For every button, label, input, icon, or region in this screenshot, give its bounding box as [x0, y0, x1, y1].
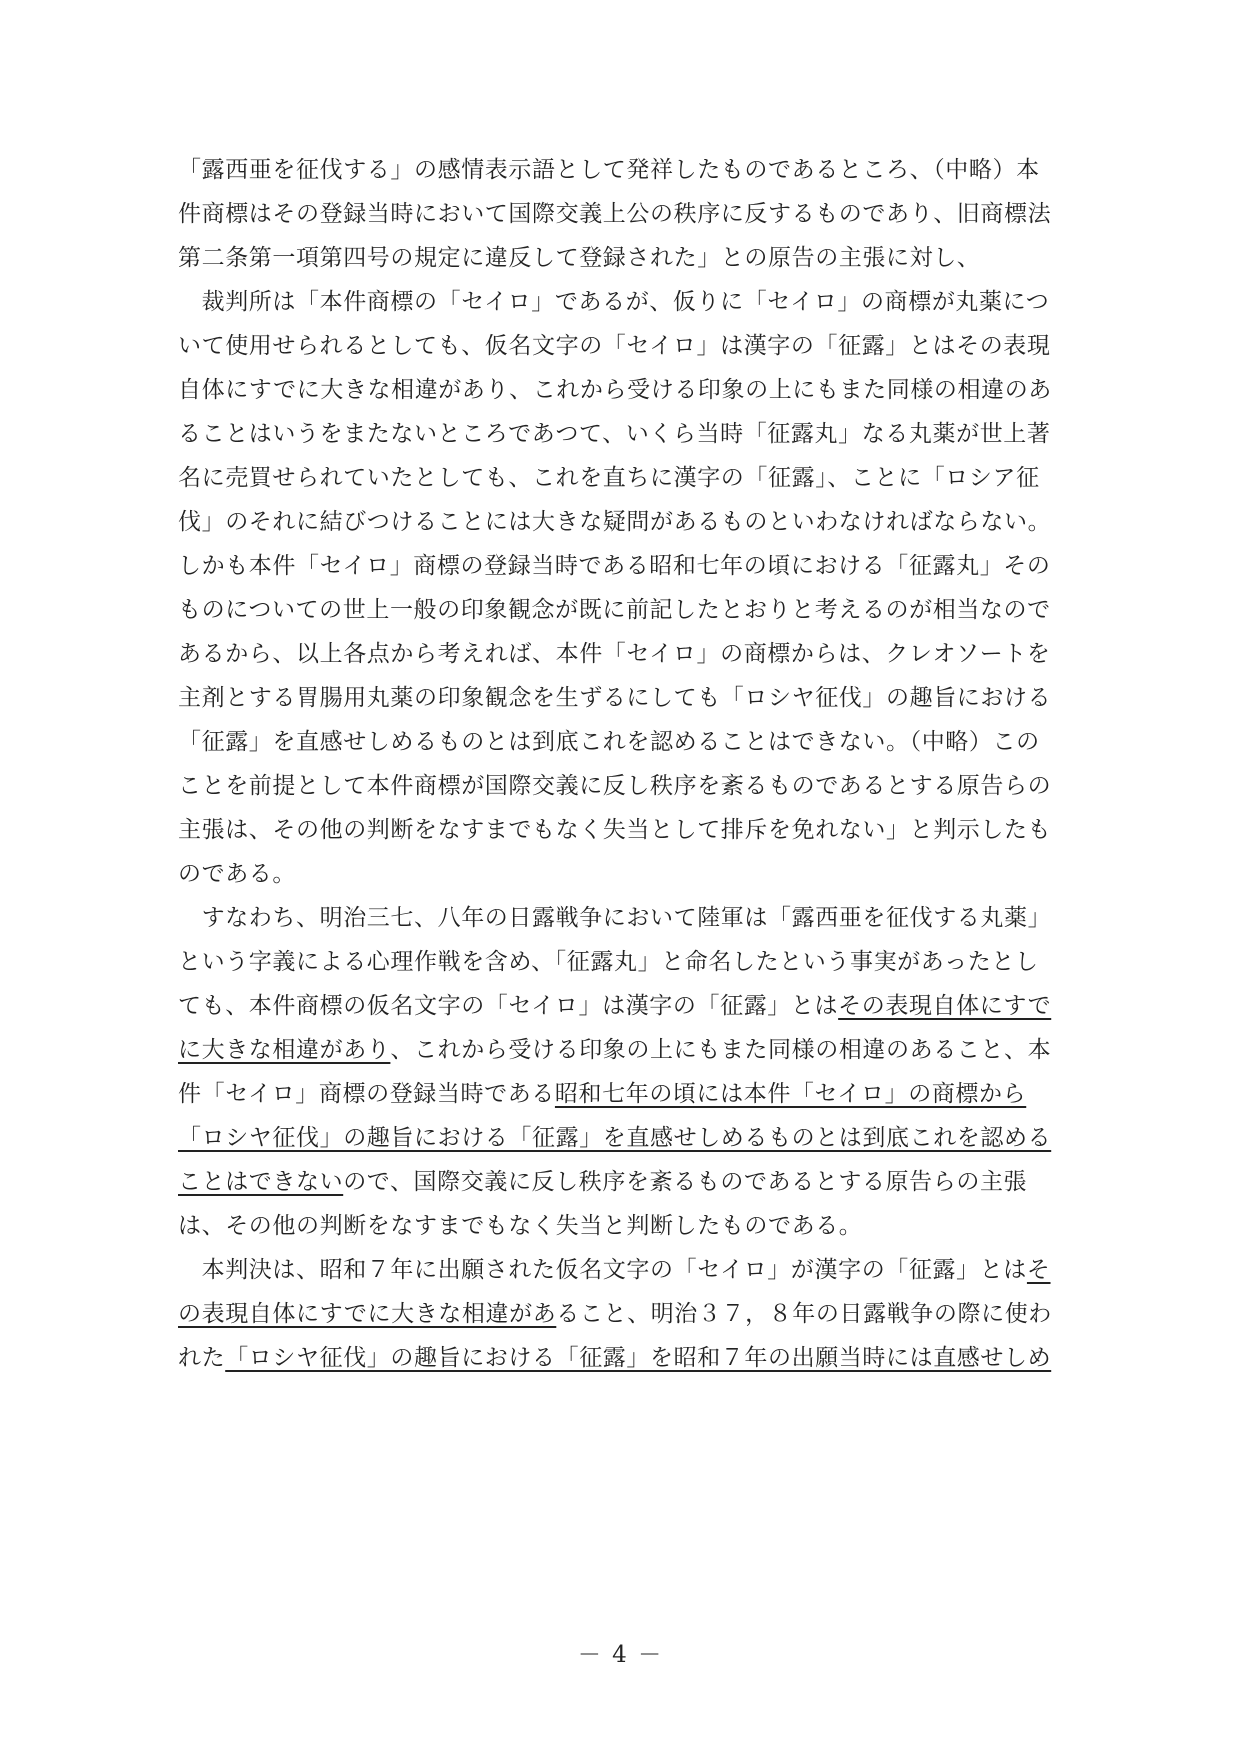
text-segment: 名に売買せられていたとしても、これを直ちに漢字の「征露」、ことに「ロシア征 — [178, 465, 1040, 491]
text-line — [178, 947, 1098, 977]
text-segment: 伐」のそれに結びつけることには大きな疑問があるものといわなければならない。 — [178, 509, 1052, 535]
text-segment: ることはいうをまたないところであつて、いくら当時「征露丸」なる丸薬が世上著 — [178, 421, 1051, 447]
text-line — [178, 771, 1098, 801]
text-segment: ので、国際交義に反し秩序を紊るものであるとする原告らの主張 — [343, 1169, 1028, 1195]
underlined-segment: ことはできない — [178, 1169, 344, 1195]
text-segment: 裁判所は「本件商標の「セイロ」であるが、仮りに「セイロ」の商標が丸薬につ — [178, 289, 1050, 315]
text-line — [178, 683, 1098, 713]
text-line — [178, 1123, 1098, 1153]
text-line — [178, 991, 1098, 1021]
text-segment: という字義による心理作戦を含め、「征露丸」と命名したという事実があったとし — [178, 949, 1039, 975]
text-line — [178, 155, 1098, 185]
text-line — [178, 1255, 1098, 1285]
text-line — [178, 595, 1098, 625]
text-line — [178, 419, 1098, 449]
text-line — [178, 1035, 1098, 1065]
text-segment: 、これから受ける印象の上にもまた同様の相違のあること、本 — [390, 1037, 1052, 1063]
text-line — [178, 1167, 1098, 1197]
text-line — [178, 243, 1098, 273]
text-segment: 第二条第一項第四号の規定に違反して登録された」との原告の主張に対し、 — [178, 245, 981, 271]
text-line — [178, 815, 1098, 845]
text-segment: 主剤とする胃腸用丸薬の印象観念を生ずるにしても「ロシヤ征伐」の趣旨における — [178, 685, 1052, 711]
text-line — [178, 1299, 1098, 1329]
text-line — [178, 507, 1098, 537]
text-line — [178, 1211, 1098, 1241]
text-segment: 件「セイロ」商標の登録当時である — [178, 1081, 555, 1107]
underlined-segment: 「ロシヤ征伐」の趣旨における「征露」を昭和７年の出願当時には直感せしめ — [225, 1345, 1052, 1371]
text-segment: 本判決は、昭和７年に出願された仮名文字の「セイロ」が漢字の「征露」とは — [178, 1257, 1027, 1283]
text-line — [178, 859, 1098, 889]
text-line — [178, 1343, 1098, 1373]
text-segment: あるから、以上各点から考えれば、本件「セイロ」の商標からは、クレオソートを — [178, 641, 1051, 667]
underlined-segment: の表現自体にすでに大きな相違があ — [178, 1301, 557, 1327]
text-segment: ものについての世上一般の印象観念が既に前記したとおりと考えるのが相当なので — [178, 597, 1051, 623]
text-segment: いて使用せられるとしても、仮名文字の「セイロ」は漢字の「征露」とはその表現 — [178, 333, 1051, 359]
underlined-segment: に大きな相違があり — [178, 1037, 391, 1063]
text-segment: すなわち、明治三七、八年の日露戦争において陸軍は「露西亜を征伐する丸薬」 — [178, 905, 1052, 931]
text-segment: ること、明治３７，８年の日露戦争の際に使わ — [556, 1301, 1052, 1327]
text-segment: 「征露」を直感せしめるものとは到底これを認めることはできない。（中略）この — [178, 729, 1040, 755]
underlined-segment: そ — [1026, 1257, 1051, 1283]
text-segment: 「露西亜を征伐する」の感情表示語として発祥したものであるところ、（中略）本 — [178, 157, 1040, 183]
text-line — [178, 463, 1098, 493]
text-line — [178, 199, 1098, 229]
underlined-segment: 昭和七年の頃には本件「セイロ」の商標から — [554, 1081, 1027, 1107]
text-segment: 主張は、その他の判断をなすまでもなく失当として排斥を免れない」と判示したも — [178, 817, 1052, 843]
page-number: － 4 － — [577, 1642, 664, 1668]
text-line — [178, 639, 1098, 669]
text-line — [178, 331, 1098, 361]
text-segment: ても、本件商標の仮名文字の「セイロ」は漢字の「征露」とは — [178, 993, 839, 1019]
text-segment: しかも本件「セイロ」商標の登録当時である昭和七年の頃における「征露丸」その — [178, 553, 1051, 579]
text-line — [178, 287, 1098, 317]
underlined-segment: その表現自体にすで — [838, 993, 1052, 1019]
text-line — [178, 375, 1098, 405]
text-segment: れた — [178, 1345, 226, 1371]
text-segment: のである。 — [178, 861, 296, 887]
text-line — [178, 1079, 1098, 1109]
text-segment: ことを前提として本件商標が国際交義に反し秩序を紊るものであるとする原告らの — [178, 773, 1052, 799]
text-line — [178, 551, 1098, 581]
underlined-segment: 「ロシヤ征伐」の趣旨における「征露」を直感せしめるものとは到底これを認める — [178, 1125, 1052, 1151]
text-segment: は、その他の判断をなすまでもなく失当と判断したものである。 — [178, 1213, 863, 1239]
text-segment: 自体にすでに大きな相違があり、これから受ける印象の上にもまた同様の相違のあ — [178, 377, 1052, 403]
text-line — [178, 727, 1098, 757]
text-line — [178, 903, 1098, 933]
text-segment: 件商標はその登録当時において国際交義上公の秩序に反するものであり、旧商標法 — [178, 201, 1052, 227]
